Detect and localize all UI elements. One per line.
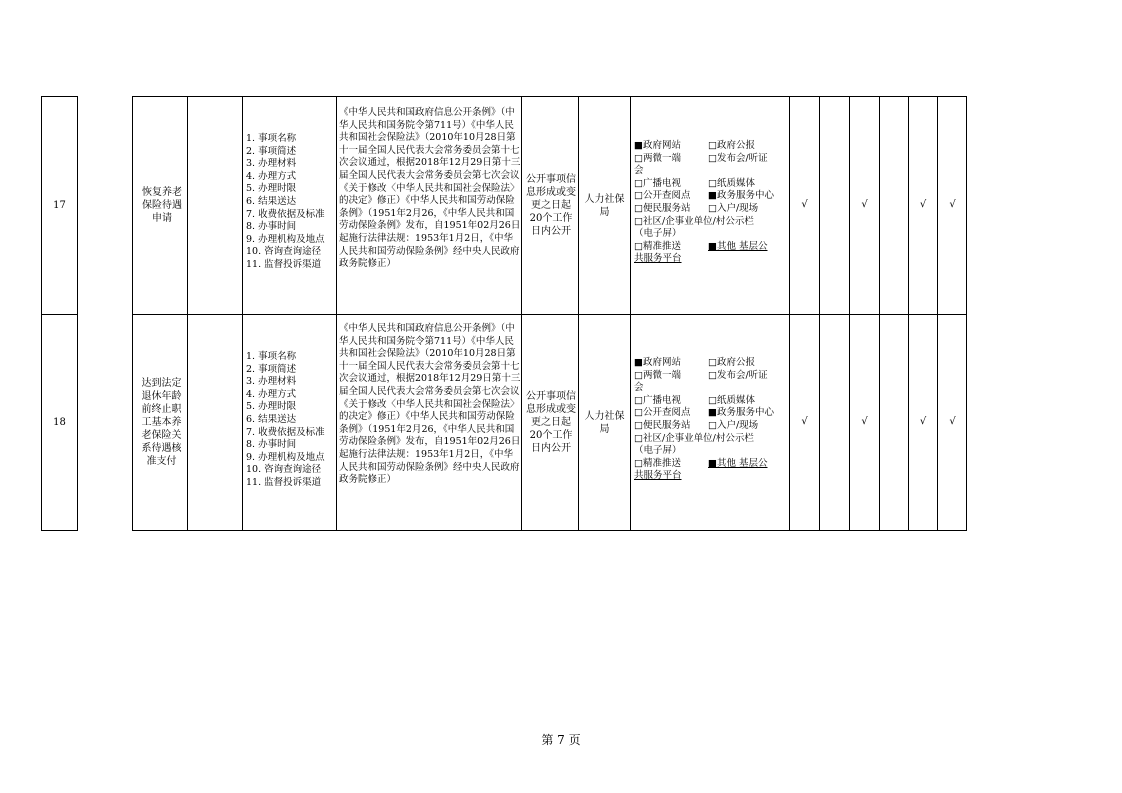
channel-row: [634, 241, 790, 254]
list-item: 7. 收费依据及标准: [246, 426, 325, 438]
channel-option: □便民服务站: [634, 202, 691, 214]
channel-option: □公开查阅点: [634, 407, 691, 419]
public-content-list: [246, 351, 336, 490]
channel-option: （电子屏）: [634, 228, 682, 240]
responsible-org: 人力社保局: [584, 193, 625, 218]
list-item: 10. 咨询查询途径: [246, 464, 322, 476]
list-item: 3. 办理材料: [246, 158, 297, 170]
row-number: 18: [53, 417, 66, 428]
check-mark: √: [801, 416, 808, 427]
list-item: 8. 办事时间: [246, 439, 297, 451]
col-line: [187, 96, 188, 531]
check-mark: √: [919, 199, 927, 210]
list-item: 3. 办理材料: [246, 376, 297, 388]
row-number: 17: [53, 200, 66, 211]
channel-option: （电子屏）: [634, 445, 682, 457]
channel-option: □发布会/听证: [708, 152, 768, 164]
channel-row: [634, 470, 790, 483]
check-mark: √: [919, 416, 927, 427]
channel-option: 会: [634, 165, 644, 177]
channel-option: □纸质媒体: [708, 177, 755, 189]
channel-row: [634, 178, 790, 191]
channel-option: □政府公报: [708, 140, 755, 151]
list-item: 1. 事项名称: [246, 133, 297, 144]
list-item: 1. 事项名称: [246, 351, 297, 362]
channel-row: [634, 253, 790, 266]
channel-option: □两微一端: [634, 152, 681, 164]
channel-row: [634, 433, 790, 446]
channel-row: [634, 445, 790, 458]
list-item: 5. 办理时限: [246, 183, 297, 195]
channel-option: □政府公报: [708, 357, 755, 368]
channel-option: ■政务服务中心: [708, 190, 774, 202]
col-line: [908, 96, 909, 531]
list-item: 4. 办理方式: [246, 388, 297, 400]
col-line: [630, 96, 631, 531]
channel-option: □社区/企事业单位/村公示栏: [634, 432, 754, 444]
channel-row: [634, 395, 790, 408]
col-line: [336, 96, 337, 531]
list-item: 9. 办理机构及地点: [246, 451, 325, 463]
check-mark: √: [801, 199, 808, 210]
check-mark: √: [949, 416, 956, 427]
channel-option: □便民服务站: [634, 419, 691, 431]
channel-row: [634, 203, 790, 216]
col-line: [578, 96, 579, 531]
channel-option: 共服务平台: [634, 253, 682, 265]
col-line: [849, 96, 850, 531]
item-name: 恢复养老保险待遇申请: [142, 187, 182, 224]
channel-option: ■政府网站: [634, 140, 681, 151]
channel-option: 会: [634, 382, 644, 394]
channel-option: □社区/企事业单位/村公示栏: [634, 215, 754, 227]
channel-row: [634, 382, 790, 395]
list-item: 4. 办理方式: [246, 170, 297, 182]
channel-option: ■其他 基层公: [708, 457, 768, 469]
channel-row: [634, 228, 790, 241]
channel-row: [634, 190, 790, 203]
channel-option: □精准推送: [634, 457, 681, 469]
list-item: 7. 收费依据及标准: [246, 208, 325, 220]
disclosure-time-limit: 公开事项信息形成或变更之日起20个工作日内公开: [526, 391, 576, 454]
list-item: 10. 咨询查询途径: [246, 246, 322, 258]
channel-option: □广播电视: [634, 394, 681, 406]
channel-option: ■政府网站: [634, 357, 681, 368]
channel-option: □入户/现场: [708, 419, 759, 431]
channel-option: ■政务服务中心: [708, 407, 774, 419]
legal-basis-text: 《中华人民共和国政府信息公开条例》（中华人民共和国务院令第711号）《中华人民共和国社会保险法》（2010年10月28日第十一届全国人民代表大会常务委员会第十七次会议通过，根据2018年12月29日第十三届全国人民代表大会常务委员会第七次会议《关于修改〈中华人民共和国社会保险法〉的决定》修正）《中华人民共和国劳动保险条例》（1951年2月26，《中华人民共和国劳动保险条例》发布，自1951年02月26日起施行法律法规：1953年1月2日，《中华人民共和国劳动保险条例》经中央人民政府政务院修正）: [339, 107, 521, 270]
list-item: 2. 事项简述: [246, 363, 297, 375]
channel-option: □纸质媒体: [708, 394, 755, 406]
channel-row: [634, 357, 790, 370]
channel-row: [634, 153, 790, 166]
channel-option: □入户/现场: [708, 202, 759, 214]
list-item: 9. 办理机构及地点: [246, 233, 325, 245]
col-line: [937, 96, 938, 531]
channel-row: [634, 458, 790, 471]
channel-option: □两微一端: [634, 369, 681, 381]
channel-row: [634, 370, 790, 383]
channel-row: [634, 140, 790, 153]
channel-row: [634, 216, 790, 229]
channel-option: 共服务平台: [634, 470, 682, 482]
page-number: 第 7 页: [541, 733, 581, 747]
channel-option: □广播电视: [634, 177, 681, 189]
channel-row: [634, 420, 790, 433]
list-item: 8. 办事时间: [246, 221, 297, 233]
item-name: 达到法定退休年龄前终止职工基本养老保险关系待遇核准支付: [141, 378, 182, 467]
list-item: 2. 事项简述: [246, 145, 297, 157]
channel-option: □公开查阅点: [634, 190, 691, 202]
list-item: 11. 监督投诉渠道: [246, 476, 322, 488]
list-item: 5. 办理时限: [246, 401, 297, 413]
legal-basis-text: 《中华人民共和国政府信息公开条例》（中华人民共和国务院令第711号）《中华人民共和国社会保险法》（2010年10月28日第十一届全国人民代表大会常务委员会第十七次会议通过，根据2018年12月29日第十三届全国人民代表大会常务委员会第七次会议《关于修改〈中华人民共和国社会保险法〉的决定》修正）《中华人民共和国劳动保险条例》（1951年2月26，《中华人民共和国劳动保险条例》发布，自1951年02月26日起施行法律法规：1953年1月2日，《中华人民共和国劳动保险条例》经中央人民政府政务院修正）: [339, 323, 521, 486]
check-mark: √: [949, 199, 956, 210]
public-content-list: [246, 133, 336, 272]
list-item: 6. 结果送达: [246, 413, 297, 425]
channel-row: [634, 407, 790, 420]
channel-option: ■其他 基层公: [708, 240, 768, 252]
disclosure-time-limit: 公开事项信息形成或变更之日起20个工作日内公开: [526, 174, 576, 237]
col-line: [879, 96, 880, 531]
responsible-org: 人力社保局: [584, 410, 625, 435]
list-item: 11. 监督投诉渠道: [246, 258, 322, 270]
col-line: [819, 96, 820, 531]
check-mark: √: [861, 416, 868, 427]
disclosure-channels: [634, 140, 790, 266]
col-line: [242, 96, 243, 531]
list-item: 6. 结果送达: [246, 195, 297, 207]
disclosure-channels: [634, 357, 790, 483]
channel-row: [634, 165, 790, 178]
channel-option: □精准推送: [634, 240, 681, 252]
check-mark: √: [861, 199, 868, 210]
channel-option: □发布会/听证: [708, 369, 768, 381]
